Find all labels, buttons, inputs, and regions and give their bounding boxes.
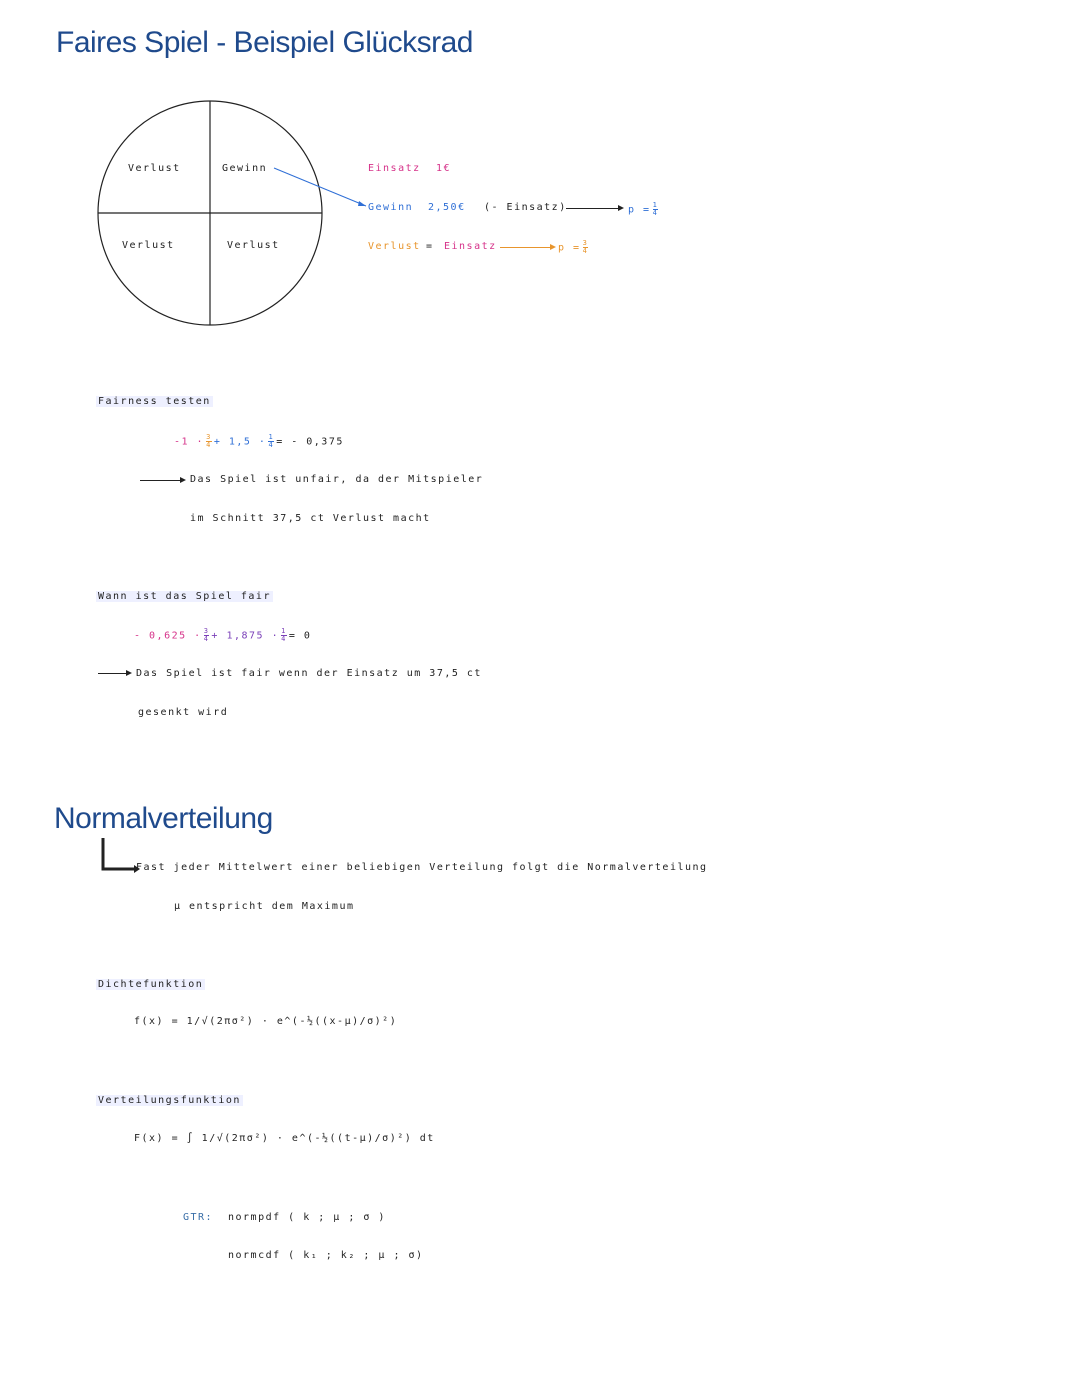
gewinn-arrow-line [566, 208, 620, 209]
density-heading: Dichtefunktion [98, 979, 204, 990]
gtr-normpdf: normpdf ( k ; μ ; σ ) [228, 1212, 386, 1223]
gtr-label: GTR: [183, 1212, 214, 1223]
gtr-normcdf: normcdf ( k₁ ; k₂ ; μ ; σ) [228, 1250, 424, 1261]
section-title-normalverteilung: Normalverteilung [54, 802, 273, 835]
when-fair-conclusion-line2: gesenkt wird [138, 707, 229, 718]
when-fair-arrow-line [98, 673, 128, 674]
verlust-value: Einsatz [444, 241, 497, 252]
gewinn-probability: p = $\frac{1}{4}$ [628, 201, 659, 217]
verlust-equals: = [426, 241, 434, 252]
fairness-arrow-head [180, 477, 186, 483]
wheel-quadrant-top-right: Gewinn [222, 163, 268, 174]
gewinn-label: Gewinn [368, 202, 414, 213]
fairness-conclusion-line1: Das Spiel ist unfair, da der Mitspieler [190, 474, 484, 485]
when-fair-arrow-head [126, 670, 132, 676]
when-fair-conclusion-line1: Das Spiel ist fair wenn der Einsatz um 37,5 ct [136, 668, 482, 679]
gewinn-connector-line [274, 168, 374, 210]
when-fair-calculation: - 0,625 · $\frac{3}{4}$ + 1,875 · $\frac{1}{4}$ = 0 [134, 627, 312, 643]
intro-bracket-arrow [100, 838, 140, 874]
fairness-calculation: -1 · $\frac{3}{4}$ + 1,5 · $\frac{1}{4}$ = - 0,375 [174, 433, 344, 449]
density-formula: f(x) = 1/√(2πσ²) · e^(-½((x-μ)/σ)²) [134, 1016, 398, 1027]
gewinn-value: 2,50€ [428, 202, 466, 213]
wheel-quadrant-bottom-left: Verlust [122, 240, 175, 251]
verlust-probability: p = $\frac{3}{4}$ [558, 239, 589, 255]
distribution-heading: Verteilungsfunktion [98, 1095, 241, 1106]
distribution-formula: F(x) = ∫ 1/√(2πσ²) · e^(-½((t-μ)/σ)²) dt [134, 1133, 435, 1144]
fairness-conclusion-line2: im Schnitt 37,5 ct Verlust macht [190, 513, 431, 524]
einsatz-label: Einsatz [368, 163, 421, 174]
fairness-heading: Fairness testen [98, 396, 211, 407]
when-fair-heading: Wann ist das Spiel fair [98, 591, 271, 602]
intro-line1: Fast jeder Mittelwert einer beliebigen Verteilung folgt die Normalverteilung [136, 862, 708, 873]
intro-line2: μ entspricht dem Maximum [174, 901, 355, 912]
fairness-arrow-line [140, 480, 182, 481]
verlust-arrow-head [550, 244, 556, 250]
gluecksrad-wheel [96, 100, 324, 326]
verlust-arrow-line [500, 247, 552, 248]
verlust-label: Verlust [368, 241, 421, 252]
einsatz-value: 1€ [436, 163, 452, 174]
page-title: Faires Spiel - Beispiel Glücksrad [56, 26, 473, 59]
gewinn-arrow-head [618, 205, 624, 211]
wheel-quadrant-top-left: Verlust [128, 163, 181, 174]
wheel-quadrant-bottom-right: Verlust [227, 240, 280, 251]
gewinn-suffix: (- Einsatz) [484, 202, 567, 213]
